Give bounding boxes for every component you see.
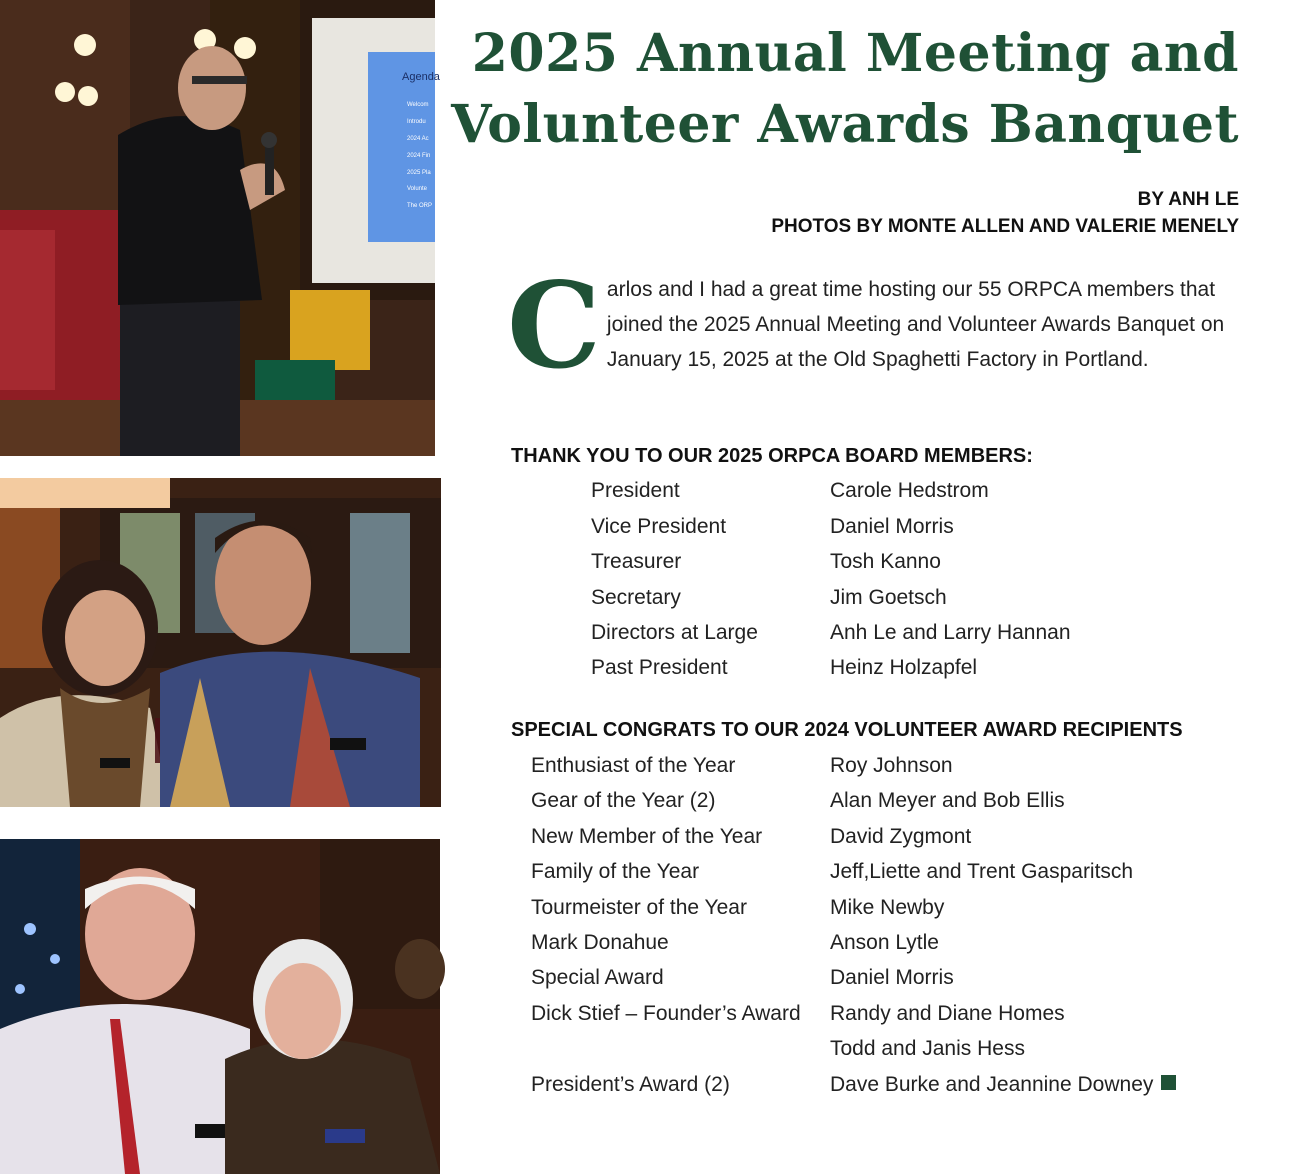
byline [771, 186, 1239, 240]
slide-item: Volunte [407, 186, 428, 192]
board-role: Vice President [591, 515, 727, 538]
intro-paragraph [507, 256, 1251, 395]
article-title-line-2: Volunteer Awards Banquet [451, 94, 1239, 155]
board-name: Carole Hedstrom [830, 479, 989, 502]
couple-photo-2 [0, 839, 440, 1174]
board-heading: THANK YOU TO OUR 2025 ORPCA BOARD MEMBERS: [511, 445, 1033, 467]
award-title: Dick Stief – Founder’s Award [531, 1002, 801, 1025]
award-recipient: Alan Meyer and Bob Ellis [830, 789, 1065, 812]
intro-text: arlos and I had a great time hosting our 55 ORPCA members that joined the 2025 Annual Meeting and Volunteer Awards Banquet on January 15, 2025 at the Old Spaghetti Factory in Portland. [606, 278, 1225, 371]
slide-item: Introdu [407, 119, 426, 125]
article-title [449, 18, 1239, 160]
slide-item: 2025 Pla [407, 170, 431, 176]
awards-heading: SPECIAL CONGRATS TO OUR 2024 VOLUNTEER AWARD RECIPIENTS [511, 719, 1183, 741]
board-name: Jim Goetsch [830, 586, 947, 609]
board-name: Daniel Morris [830, 515, 954, 538]
award-recipient: Roy Johnson [830, 754, 953, 777]
award-recipient: Todd and Janis Hess [830, 1037, 1025, 1060]
award-title: Family of the Year [531, 860, 700, 883]
award-recipient: Mike Newby [830, 896, 945, 919]
board-role: Secretary [591, 586, 681, 609]
photo-credit: PHOTOS BY MONTE ALLEN AND VALERIE MENELY [771, 216, 1239, 237]
slide-item: 2024 Ac [407, 136, 429, 142]
board-role: Directors at Large [591, 621, 758, 644]
article-title-line-1: 2025 Annual Meeting and [471, 23, 1239, 84]
award-title: Mark Donahue [531, 931, 669, 954]
board-name: Anh Le and Larry Hannan [830, 621, 1071, 644]
award-recipient [830, 1073, 1176, 1097]
award-recipient-text: Dave Burke and Jeannine Downey [830, 1073, 1154, 1096]
slide-item: 2024 Fin [407, 153, 431, 159]
award-title: New Member of the Year [531, 825, 763, 848]
board-role: President [591, 479, 680, 502]
board-role: Treasurer [591, 550, 682, 573]
board-name: Heinz Holzapfel [830, 656, 978, 679]
end-of-article-mark [1161, 1075, 1176, 1090]
award-recipient: Jeff,Liette and Trent Gasparitsch [830, 860, 1134, 883]
slide-title: Agenda [402, 71, 440, 83]
board-role: Past President [591, 656, 728, 679]
slide-item: Welcom [407, 102, 429, 108]
board-name: Tosh Kanno [830, 550, 941, 573]
couple-photo-1 [0, 478, 441, 807]
award-recipient: David Zygmont [830, 825, 972, 848]
award-title: Enthusiast of the Year [531, 754, 736, 777]
author-credit: BY ANH LE [1137, 189, 1239, 210]
drop-cap: C [507, 256, 601, 395]
award-recipient: Anson Lytle [830, 931, 939, 954]
award-title: Gear of the Year (2) [531, 789, 716, 812]
award-title: President’s Award (2) [531, 1073, 730, 1096]
speaker-photo [0, 0, 440, 456]
slide-item: The ORP [407, 203, 433, 209]
award-title: Tourmeister of the Year [531, 896, 747, 919]
award-recipient: Daniel Morris [830, 966, 954, 989]
award-title: Special Award [531, 966, 664, 989]
award-recipient: Randy and Diane Homes [830, 1002, 1065, 1025]
